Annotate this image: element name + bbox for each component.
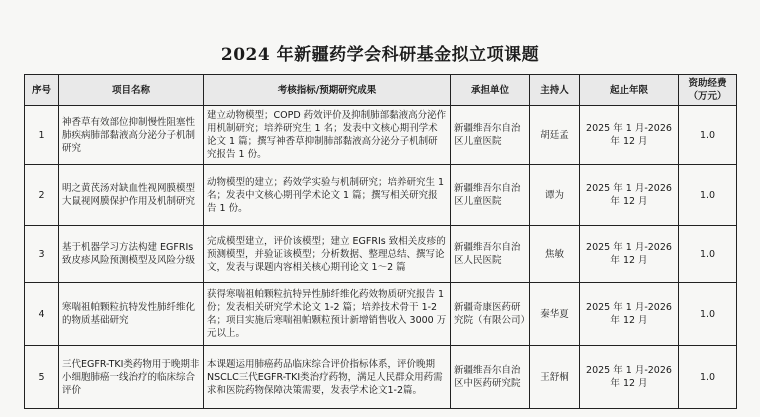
cell-fund: 1.0: [679, 165, 737, 226]
header-name: 项目名称: [59, 75, 204, 106]
cell-name: 寒喘祖帕颗粒抗特发性肺纤维化的物质基础研究: [59, 283, 204, 346]
cell-leader: 胡廷孟: [530, 106, 580, 165]
cell-period: 2025 年 1 月-2026 年 12 月: [580, 226, 679, 283]
table-row: [25, 106, 737, 165]
header-fund: 资助经费（万元）: [679, 75, 737, 106]
cell-fund: 1.0: [679, 226, 737, 283]
table-header-row: [25, 75, 737, 106]
cell-name: 神香草有效部位抑制慢性阻塞性肺疾病肺部黏液高分泌分子机制研究: [59, 106, 204, 165]
cell-fund: 1.0: [679, 346, 737, 409]
project-table: [24, 74, 737, 409]
header-period: 起止年限: [580, 75, 679, 106]
cell-no: 5: [25, 346, 59, 409]
cell-fund: 1.0: [679, 283, 737, 346]
header-leader: 主持人: [530, 75, 580, 106]
cell-outcome: 完成模型建立，评价该模型；建立 EGFRIs 致相关皮疹的预测模型，并验证该模型；分析数据、整理总结、撰写论文，发表与课题内容相关核心期刊论文 1～2 篇: [204, 226, 451, 283]
cell-unit: 新疆维吾尔自治区儿童医院: [451, 165, 530, 226]
cell-leader: 焦敏: [530, 226, 580, 283]
cell-leader: 秦华夏: [530, 283, 580, 346]
cell-no: 3: [25, 226, 59, 283]
cell-outcome: 本课题运用肺癌药品临床综合评价指标体系，评价晚期NSCLC三代EGFR-TKI类治疗药物，满足人民群众用药需求和医院药物保障决策需要，发表学术论文1-2篇。: [204, 346, 451, 409]
table-row: [25, 226, 737, 283]
cell-unit: 新疆维吾尔自治区人民医院: [451, 226, 530, 283]
cell-unit: 新疆维吾尔自治区中医药研究院: [451, 346, 530, 409]
cell-no: 1: [25, 106, 59, 165]
cell-period: 2025 年 1 月-2026 年 12 月: [580, 346, 679, 409]
cell-name: 三代EGFR-TKI类药物用于晚期非小细胞肺癌一线治疗的临床综合评价: [59, 346, 204, 409]
cell-period: 2025 年 1 月-2026 年 12 月: [580, 165, 679, 226]
cell-leader: 王舒桐: [530, 346, 580, 409]
cell-period: 2025 年 1 月-2026 年 12 月: [580, 283, 679, 346]
cell-outcome: 建立动物模型；COPD 药效评价及抑制肺部黏液高分泌作用机制研究；培养研究生 1 名；发表中文核心期刊学术论文 1 篇；撰写神香草抑制肺部黏液高分泌分子机制研究报告 1 份。: [204, 106, 451, 165]
document-title: 2024 年新疆药学会科研基金拟立项课题: [220, 45, 540, 65]
header-outcome: 考核指标/预期研究成果: [204, 75, 451, 106]
cell-period: 2025 年 1 月-2026 年 12 月: [580, 106, 679, 165]
cell-outcome: 获得寒喘祖帕颗粒抗特异性肺纤维化药效物质研究报告 1 份；发表相关研究学术论文 1-2 篇；培养技术骨干 1-2 名；项目实施后寒喘祖帕颗粒预计新增销售收入 3000 万元以上。: [204, 283, 451, 346]
cell-unit: 新疆维吾尔自治区儿童医院: [451, 106, 530, 165]
cell-name: 基于机器学习方法构建 EGFRIs 致皮疹风险预测模型及风险分级: [59, 226, 204, 283]
table-row: [25, 346, 737, 409]
table-row: [25, 283, 737, 346]
header-no: 序号: [25, 75, 59, 106]
cell-no: 2: [25, 165, 59, 226]
cell-name: 明之黄芪汤对缺血性视网膜模型大鼠视网膜保护作用及机制研究: [59, 165, 204, 226]
table-row: [25, 165, 737, 226]
cell-fund: 1.0: [679, 106, 737, 165]
cell-no: 4: [25, 283, 59, 346]
cell-unit: 新疆奇康医药研究院（有限公司）: [451, 283, 530, 346]
header-unit: 承担单位: [451, 75, 530, 106]
cell-leader: 谭为: [530, 165, 580, 226]
cell-outcome: 动物模型的建立；药效学实验与机制研究；培养研究生 1 名；发表中文核心期刊学术论文 1 篇；撰写相关研究报告 1 份。: [204, 165, 451, 226]
